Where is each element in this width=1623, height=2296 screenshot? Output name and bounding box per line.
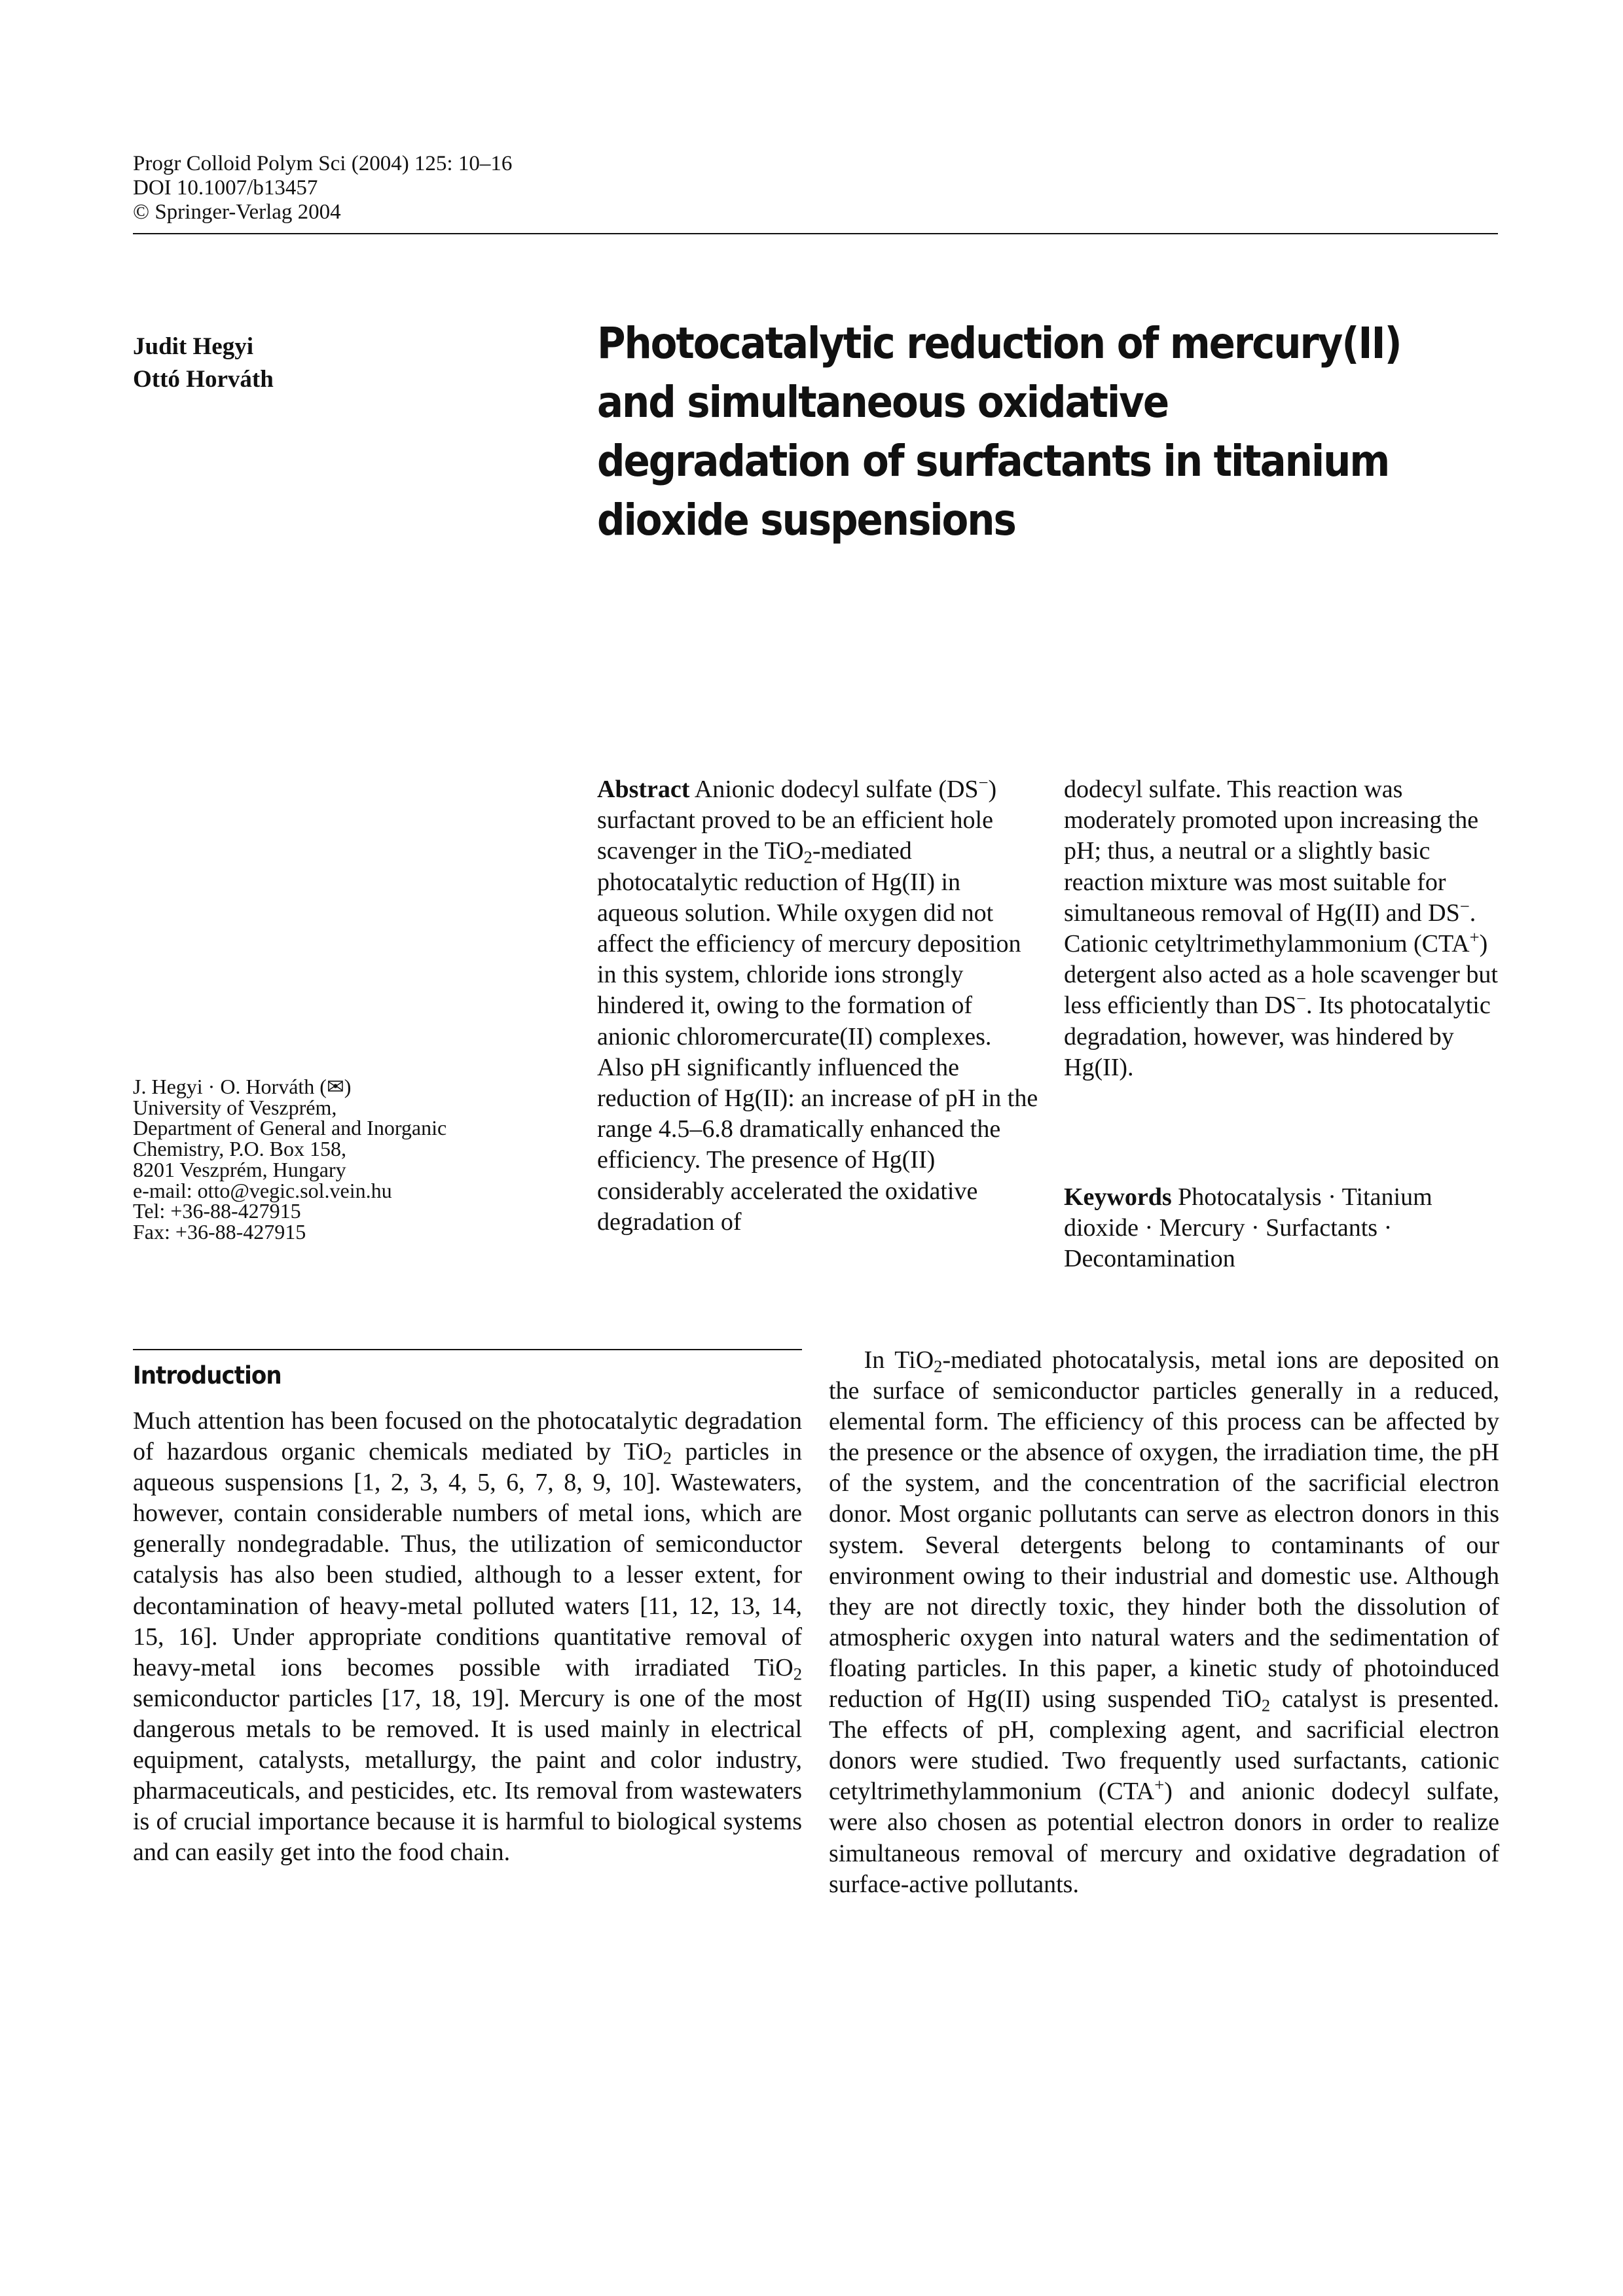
journal-info [133,152,722,224]
superscript: + [1154,1775,1165,1795]
subscript: 2 [663,1448,672,1468]
body-text: In TiO [864,1346,934,1374]
affiliation-address-1: Chemistry, P.O. Box 158, [133,1137,346,1161]
header-divider [133,233,1498,234]
body-text: -mediated photocatalysis, metal ions are deposited on the surface of semiconductor particles generally in a reduced, elemental form. The efficiency of this process can be affected by the presence or the absence of oxygen, the irradiation time, the pH of the system, and the concentration of the sacrificial electron donor. Most organic pollutants can serve as electron donors in this system. Several detergents belong to contaminants of our environment owing to their industrial and domestic use. Although they are not directly toxic, they hinder both the dissolution of atmospheric oxygen into natural waters and the sedimentation of floating particles. In this paper, a kinetic study of photoinduced reduction of Hg(II) using suspended TiO [829,1346,1499,1713]
introduction-column-right [829,1345,1499,1900]
paper-title: Photocatalytic reduction of mercury(II) and simultaneous oxidative degradation of surfactants in titanium dioxide suspensions [597,318,1401,545]
abstract-text: dodecyl sulfate. This reaction was moderately promoted upon increasing the pH; thus, a neutral or a slightly basic reaction mixture was most suitable for simultaneous removal of Hg(II) and DS [1064,776,1479,927]
body-text: semiconductor particles [17, 18, 19]. Mercury is one of the most dangerous metals to be removed. It is used mainly in electrical equipment, catalysts, metallurgy, the paint and color industry, pharmaceuticals, and pesticides, etc. Its removal from wastewaters is of crucial importance because it is harmful to biological systems and can easily get into the food chain. [133,1684,802,1867]
keywords-label: Keywords [1064,1183,1172,1211]
author-2: Ottó Horváth [133,366,274,393]
subscript: 2 [1261,1695,1271,1715]
subscript: 2 [803,848,812,868]
body-text: catalyst is presented. The effects of pH, complexing agent, and sacrificial electron donors were studied. Two frequently used surfactants, cationic cetyltrimethylammonium (CTA [829,1685,1499,1806]
introduction-column-left [133,1406,802,1868]
affiliation-university: University of Veszprém, [133,1095,337,1119]
superscript: − [1296,989,1306,1009]
abstract-label: Abstract [597,776,690,803]
journal-copyright: © Springer-Verlag 2004 [133,200,341,224]
abstract-text: Anionic dodecyl sulfate (DS [689,776,979,803]
affiliation-names: J. Hegyi · O. Horváth (✉) [133,1075,352,1098]
abstract-text: ) detergent also acted as a hole scavenger but less efficiently than DS [1064,930,1498,1020]
abstract-continued [1064,774,1499,1083]
affiliation-fax: Fax: +36-88-427915 [133,1219,306,1244]
affiliation-address-2: 8201 Veszprém, Hungary [133,1157,346,1181]
introduction-heading: Introduction [133,1361,282,1390]
superscript: + [1469,927,1480,947]
abstract-text: . Cationic cetyltrimethylammonium (CTA [1064,899,1476,958]
affiliation-tel: Tel: +36-88-427915 [133,1199,301,1223]
keywords [1064,1182,1499,1275]
subscript: 2 [934,1356,943,1376]
affiliation-email: e-mail: otto@vegic.sol.vein.hu [133,1178,392,1202]
abstract-text: -mediated photocatalytic reduction of Hg(II) in aqueous solution. While oxygen did not affect the efficiency of mercury deposition in this system, chloride ions strongly hindered it, owing to the formation of anionic chloromercurate(II) complexes. Also pH significantly influenced the reduction of Hg(II): an increase of pH in the range 4.5–6.8 dramatically enhanced the efficiency. The presence of Hg(II) considerably accelerated the oxidative degradation of [597,837,1038,1236]
section-divider [133,1349,802,1350]
body-text: Much attention has been focused on the photocatalytic degradation of hazardous organic chemicals mediated by TiO [133,1407,802,1466]
subscript: 2 [793,1664,802,1684]
abstract-text: . Its photocatalytic degradation, however, was hindered by Hg(II). [1064,992,1491,1081]
abstract-text: ) surfactant proved to be an efficient hole scavenger in the TiO [597,776,997,865]
affiliation-department: Department of General and Inorganic [133,1116,447,1140]
journal-doi: DOI 10.1007/b13457 [133,176,318,200]
keywords-text: Photocatalysis · Titanium dioxide · Mercury · Surfactants · Decontamination [1064,1183,1432,1273]
affiliation [133,1077,552,1243]
superscript: − [1459,896,1470,916]
body-text: ) and anionic dodecyl sulfate, were also chosen as potential electron donors in order to realize simultaneous removal of mercury and oxidative degradation of surface-active pollutants. [829,1778,1499,1898]
author-1: Judit Hegyi [133,333,253,360]
body-text: particles in aqueous suspensions [1, 2, 3, 4, 5, 6, 7, 8, 9, 10]. Wastewaters, however, contain considerable numbers of metal ions, which are generally nondegradable. Thus, the utilization of semiconductor catalysis has also been studied, although to a lesser extent, for decontamination of heavy-metal polluted waters [11, 12, 13, 14, 15, 16]. Under appropriate conditions quantitative removal of heavy-metal ions becomes possible with irradiated TiO [133,1438,802,1681]
abstract [597,774,1039,1238]
authors [133,331,526,396]
journal-citation: Progr Colloid Polym Sci (2004) 125: 10–16 [133,152,513,175]
superscript: − [978,772,989,793]
